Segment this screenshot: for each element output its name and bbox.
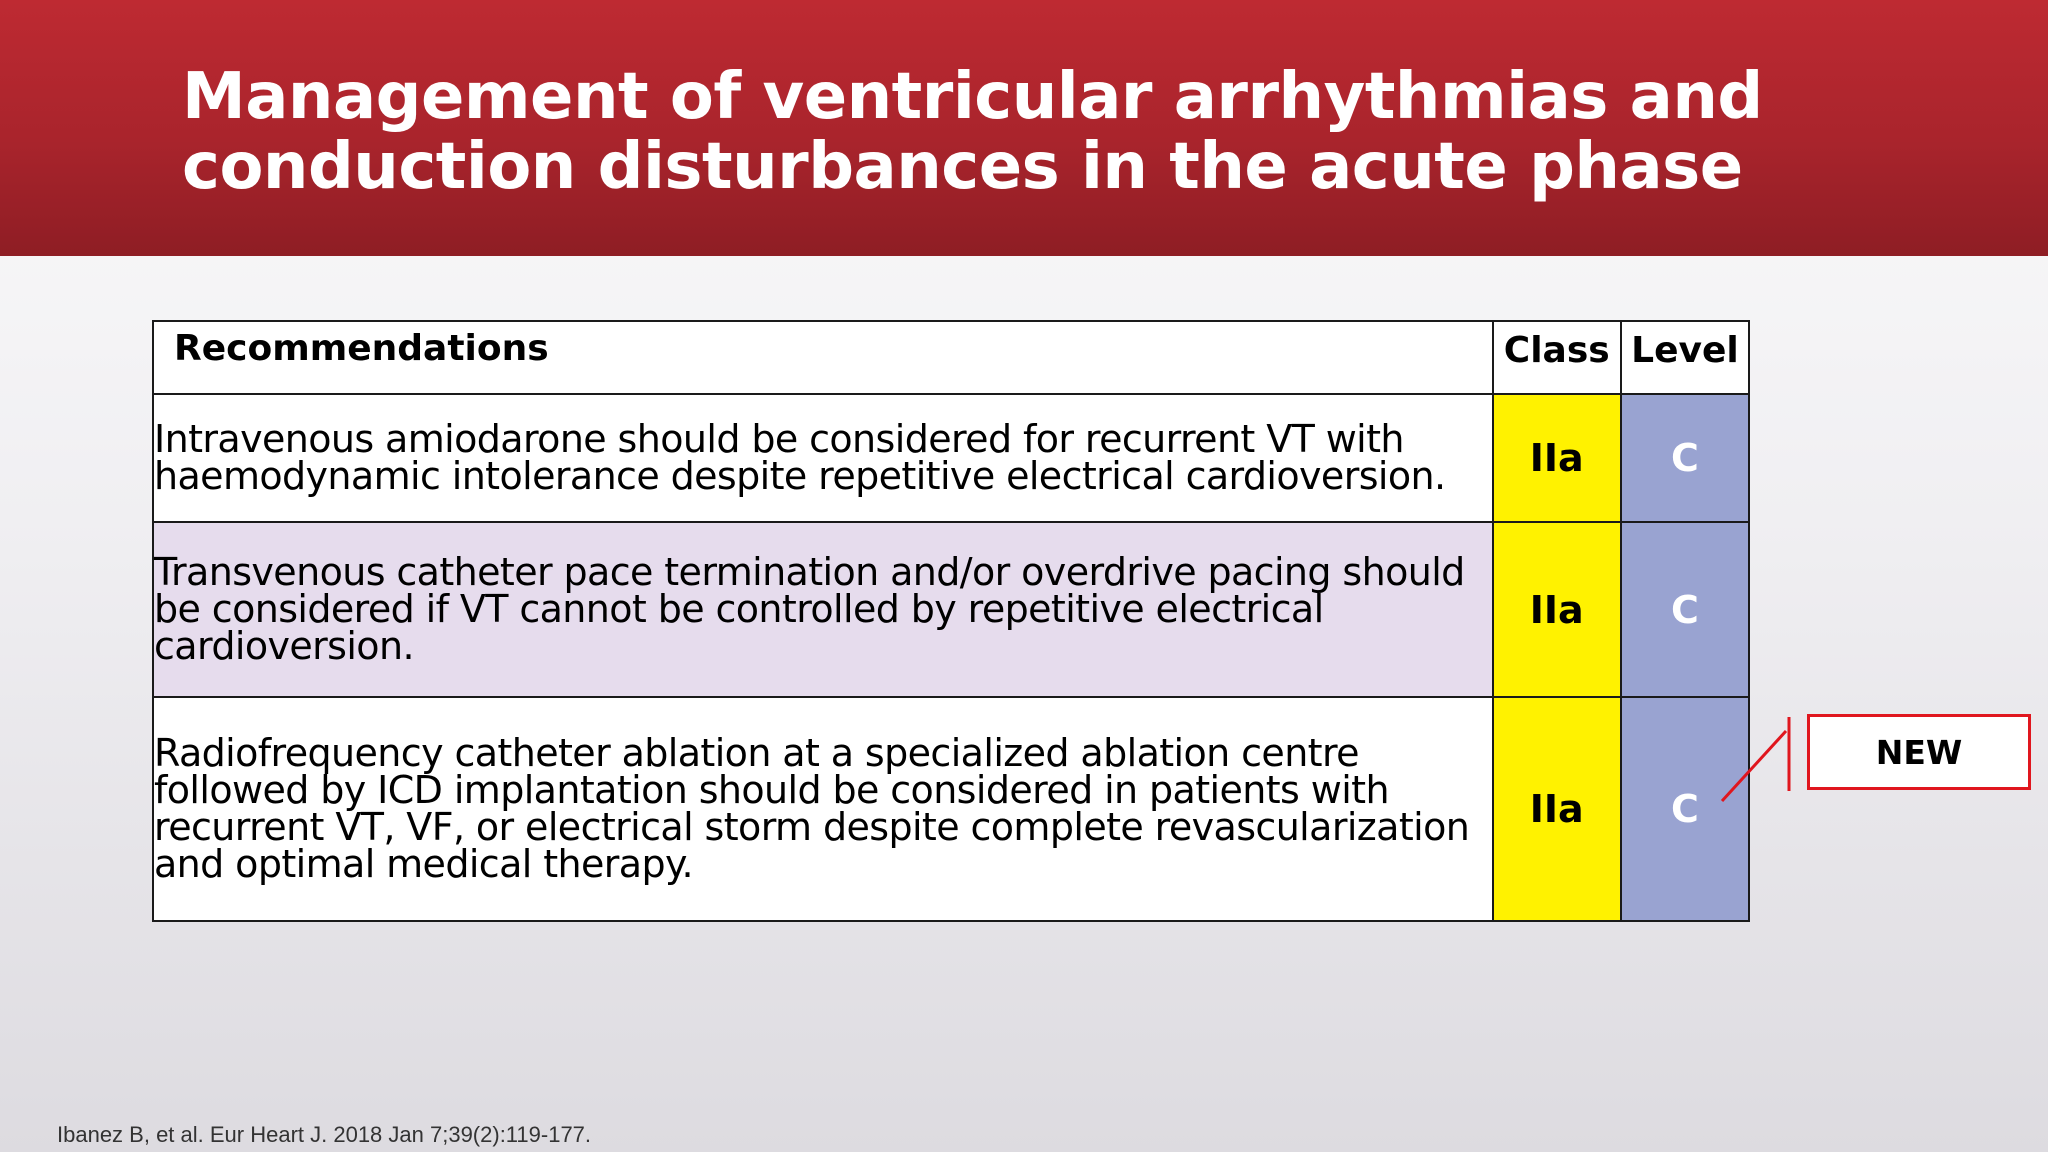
new-pointer-arrow-icon [1700,705,1800,815]
level-cell: C [1621,394,1749,522]
table-row [153,394,1749,522]
class-cell: IIa [1493,522,1621,697]
slide-title [182,62,1763,202]
header-recommendations: Recommendations [153,321,1493,394]
recommendation-line: and optimal medical therapy. [154,842,693,886]
class-cell: IIa [1493,697,1621,921]
recommendation-line: recurrent VT, VF, or electrical storm despite complete revascularization [154,805,1470,849]
slide-title-line-2: conduction disturbances in the acute phase [182,130,1743,204]
table-header-row [153,321,1749,394]
level-cell: C [1621,522,1749,697]
new-badge: NEW [1807,714,2031,790]
table-row [153,522,1749,697]
recommendation-line: cardioversion. [154,624,414,668]
level-cell: C [1621,697,1749,921]
table-row [153,697,1749,921]
recommendation-line: Radiofrequency catheter ablation at a specialized ablation centre [154,731,1359,775]
citation: Ibanez B, et al. Eur Heart J. 2018 Jan 7;39(2):119-177. [57,1122,592,1147]
class-cell: IIa [1493,394,1621,522]
recommendation-line: Transvenous catheter pace termination and/or overdrive pacing should [154,550,1465,594]
recommendation-line: followed by ICD implantation should be considered in patients with [154,768,1389,812]
recommendation-line: Intravenous amiodarone should be considered for recurrent VT with [154,417,1404,461]
recommendation-line: be considered if VT cannot be controlled by repetitive electrical [154,587,1324,631]
recommendation-line: haemodynamic intolerance despite repetitive electrical cardioversion. [154,454,1446,498]
recommendation-text [153,522,1493,697]
header-level: Level [1621,321,1749,394]
recommendation-text [153,697,1493,921]
recommendations-table [152,320,1750,922]
title-banner [0,0,2048,256]
header-class: Class [1493,321,1621,394]
recommendation-text [153,394,1493,522]
slide-title-line-1: Management of ventricular arrhythmias and [182,60,1763,134]
